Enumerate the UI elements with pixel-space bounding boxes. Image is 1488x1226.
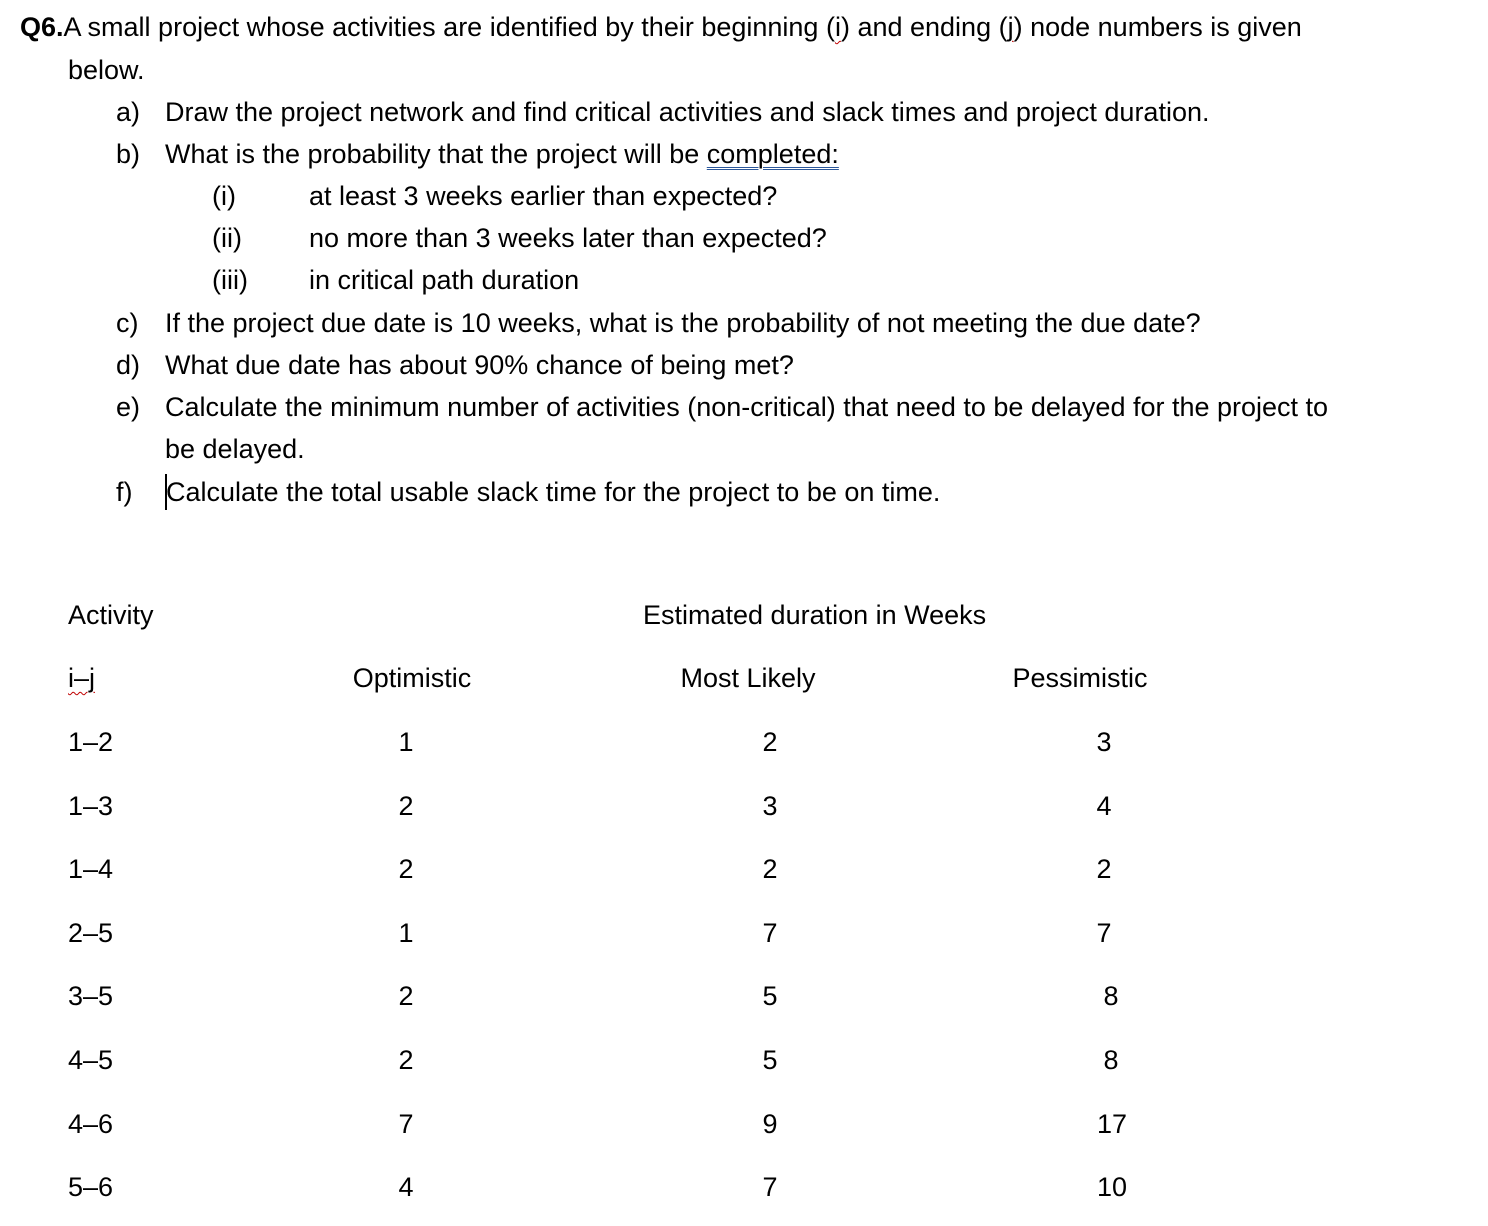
activity-cell: 1–2: [68, 727, 114, 757]
most-likely-cell: 3: [762, 791, 778, 821]
item-c-marker: c): [116, 308, 139, 338]
item-e-marker: e): [116, 392, 141, 422]
question-label: Q6.: [20, 12, 64, 42]
column-header-most-likely: Most Likely: [680, 663, 816, 693]
activity-cell: 4–5: [68, 1045, 114, 1075]
question-intro-line2: below.: [68, 55, 145, 85]
most-likely-cell: 5: [762, 1045, 778, 1075]
activity-cell: 2–5: [68, 918, 114, 948]
most-likely-cell: 2: [762, 854, 778, 884]
item-c-text: If the project due date is 10 weeks, what is the probability of not meeting the due date?: [165, 308, 1201, 338]
optimistic-cell: 2: [398, 981, 414, 1011]
most-likely-cell: 5: [762, 981, 778, 1011]
item-b-marker: b): [116, 139, 141, 169]
optimistic-cell: 1: [398, 727, 414, 757]
activity-header: Activity: [68, 600, 154, 630]
most-likely-cell: 7: [762, 1172, 778, 1202]
item-d-marker: d): [116, 350, 141, 380]
duration-group-header: Estimated duration in Weeks: [643, 600, 987, 630]
column-header-pessimistic: Pessimistic: [1012, 663, 1148, 693]
pessimistic-cell: 7: [1096, 918, 1112, 948]
item-d-text: What due date has about 90% chance of being met?: [165, 350, 794, 380]
pessimistic-cell: 2: [1096, 854, 1112, 884]
optimistic-cell: 4: [398, 1172, 414, 1202]
subitem-iii-marker: (iii): [212, 265, 248, 295]
pessimistic-cell: 8: [1103, 981, 1119, 1011]
most-likely-cell: 7: [762, 918, 778, 948]
most-likely-cell: 2: [762, 727, 778, 757]
most-likely-cell: 9: [762, 1109, 778, 1139]
item-f-text: Calculate the total usable slack time for the project to be on time.: [166, 477, 941, 507]
item-b-text: What is the probability that the project will be completed:: [165, 139, 839, 169]
activity-cell: 4–6: [68, 1109, 114, 1139]
item-f-marker: f): [116, 477, 133, 507]
question-intro-line1: [20, 11, 1302, 43]
activity-cell: 1–3: [68, 791, 114, 821]
item-e-text: Calculate the minimum number of activities (non-critical) that need to be delayed for the project to: [165, 392, 1329, 422]
spellcheck-mark: i: [834, 12, 841, 42]
subitem-ii-marker: (ii): [212, 223, 242, 253]
grammar-mark: completed:: [706, 139, 839, 169]
optimistic-cell: 7: [398, 1109, 414, 1139]
subitem-ii-text: no more than 3 weeks later than expected?: [309, 223, 827, 253]
pessimistic-cell: 4: [1096, 791, 1112, 821]
subitem-i-text: at least 3 weeks earlier than expected?: [309, 181, 778, 211]
optimistic-cell: 2: [398, 854, 414, 884]
question-intro-text: A small project whose activities are identified by their beginning (i) and ending (j) node numbers is given: [63, 12, 1302, 42]
item-a-marker: a): [116, 97, 141, 127]
optimistic-cell: 2: [398, 791, 414, 821]
pessimistic-cell: 17: [1096, 1109, 1128, 1139]
activity-cell: 5–6: [68, 1172, 114, 1202]
spellcheck-mark: j: [1007, 12, 1014, 42]
pessimistic-cell: 10: [1096, 1172, 1128, 1202]
pessimistic-cell: 8: [1103, 1045, 1119, 1075]
optimistic-cell: 1: [398, 918, 414, 948]
column-header-ij: i–j: [68, 663, 96, 693]
item-e-text-continued: be delayed.: [165, 434, 305, 464]
column-header-optimistic: Optimistic: [352, 663, 472, 693]
activity-cell: 3–5: [68, 981, 114, 1011]
optimistic-cell: 2: [398, 1045, 414, 1075]
pessimistic-cell: 3: [1096, 727, 1112, 757]
activity-cell: 1–4: [68, 854, 114, 884]
subitem-i-marker: (i): [212, 181, 236, 211]
item-a-text: Draw the project network and find critical activities and slack times and project duration.: [165, 97, 1210, 127]
subitem-iii-text: in critical path duration: [309, 265, 580, 295]
